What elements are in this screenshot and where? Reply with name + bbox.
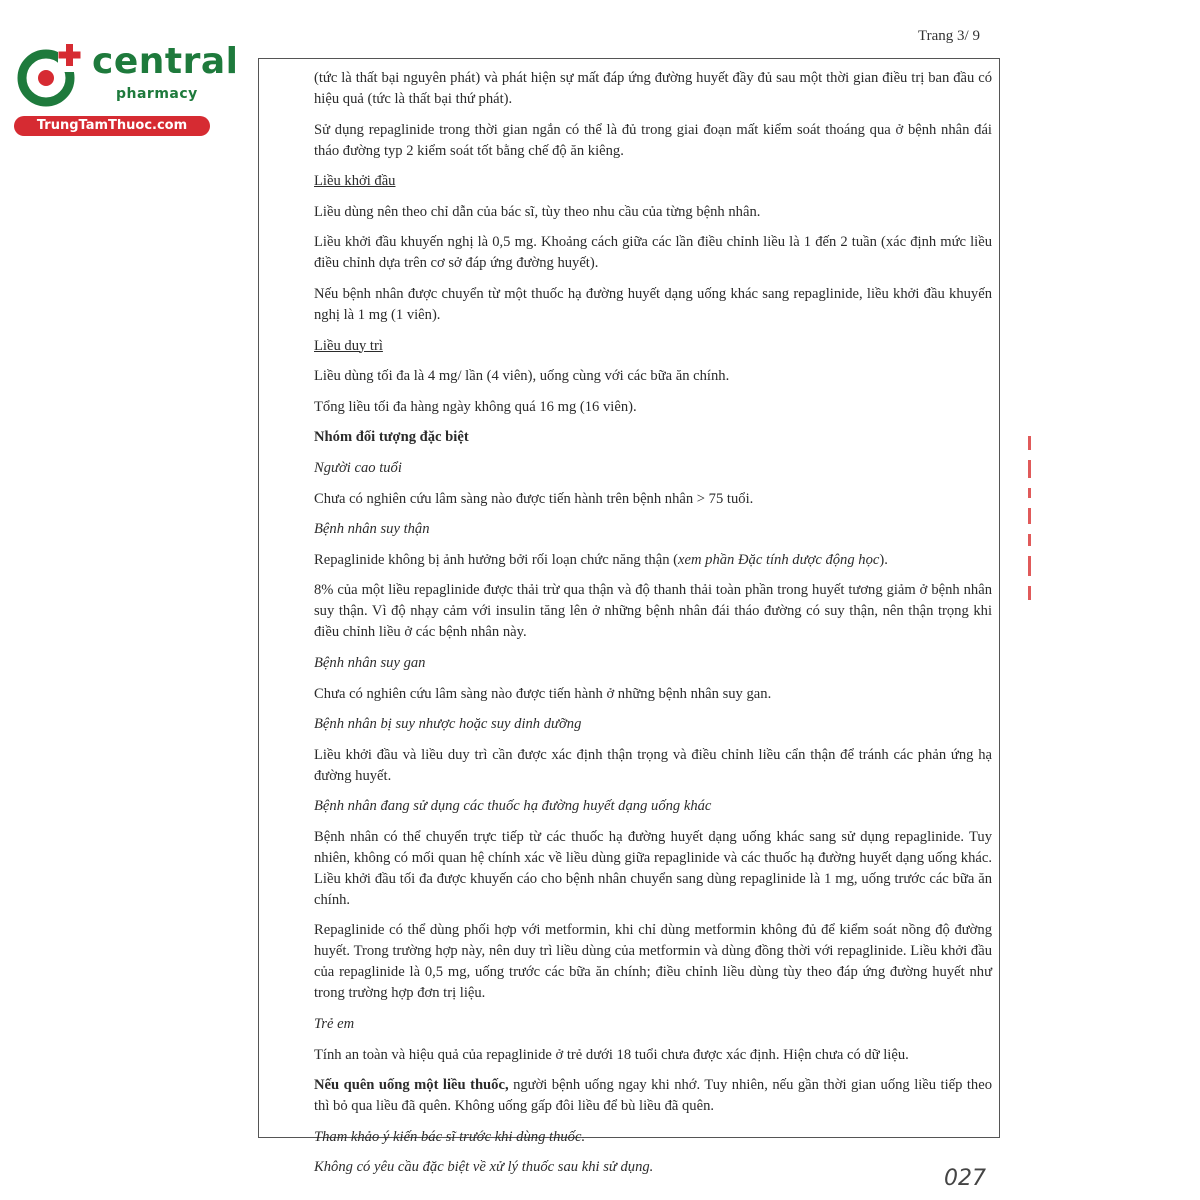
subsection-heading: Bệnh nhân suy thận bbox=[314, 521, 430, 538]
paragraph: Tính an toàn và hiệu quả của repaglinide ở trẻ dưới 18 tuổi chưa được xác định. Hiện chưa có dữ liệu. bbox=[314, 1046, 909, 1063]
paragraph: Liều dùng nên theo chỉ dẫn của bác sĩ, tùy theo nhu cầu của từng bệnh nhân. bbox=[314, 203, 761, 220]
paragraph: Liều khởi đầu khuyến nghị là 0,5 mg. Khoảng cách giữa các lần điều chỉnh liều là 1 đến 2 tuần (xác định mức liều điều chỉnh dựa trên cơ sở đáp ứng đường huyết). bbox=[314, 234, 992, 272]
text: Repaglinide không bị ảnh hưởng bởi rối loạn chức năng thận ( bbox=[314, 551, 678, 568]
margin-stamp-marks bbox=[1024, 436, 1034, 602]
paragraph: Liều dùng tối đa là 4 mg/ lần (4 viên), uống cùng với các bữa ăn chính. bbox=[314, 368, 730, 385]
page-number: Trang 3/ 9 bbox=[918, 28, 980, 44]
cross-reference: xem phần Đặc tính dược động học bbox=[678, 551, 880, 568]
paragraph: 8% của một liều repaglinide được thải trừ qua thận và độ thanh thải toàn phần trong huyết tương giảm ở bệnh nhân suy thận. Vì độ nhạy cảm với insulin tăng lên ở những bệnh nhân đái tháo đường có suy thận, nên thận trọng khi điều chỉnh liều ở các bệnh nhân này. bbox=[314, 582, 992, 641]
document-body bbox=[314, 68, 992, 1188]
paragraph: Bệnh nhân có thể chuyển trực tiếp từ các thuốc hạ đường huyết dạng uống khác sang sử dụng repaglinide. Tuy nhiên, không có mối quan hệ chính xác về liều dùng giữa repaglinide và các thuốc hạ đường huyết dạng uống khác. Liều khởi đầu tối đa được khuyến cáo cho bệnh nhân chuyển sang dùng repaglinide là 1 mg, uống trước các bữa ăn chính. bbox=[314, 828, 992, 908]
subsection-heading: Bệnh nhân đang sử dụng các thuốc hạ đường huyết dạng uống khác bbox=[314, 798, 712, 815]
brand-subtitle: pharmacy bbox=[116, 86, 198, 102]
subsection-heading: Bệnh nhân suy gan bbox=[314, 654, 426, 671]
paragraph: Chưa có nghiên cứu lâm sàng nào được tiến hành trên bệnh nhân > 75 tuổi. bbox=[314, 490, 754, 507]
bold-lead: Nếu quên uống một liều thuốc, bbox=[314, 1077, 509, 1094]
paragraph bbox=[314, 550, 992, 571]
pharmacy-cross-icon bbox=[14, 40, 84, 110]
subsection-heading: Bệnh nhân bị suy nhược hoặc suy dinh dưỡng bbox=[314, 716, 582, 733]
section-heading: Liều khởi đầu bbox=[314, 173, 396, 190]
paragraph: Nếu bệnh nhân được chuyển từ một thuốc hạ đường huyết dạng uống khác sang repaglinide, liều khởi đầu khuyến nghị là 1 mg (1 viên). bbox=[314, 285, 992, 323]
section-heading: Nhóm đối tượng đặc biệt bbox=[314, 429, 469, 446]
paragraph: Sử dụng repaglinide trong thời gian ngắn có thể là đủ trong giai đoạn mất kiểm soát thoáng qua ở bệnh nhân đái tháo đường typ 2 kiểm soát tốt bằng chế độ ăn kiêng. bbox=[314, 121, 992, 159]
section-heading: Liều duy trì bbox=[314, 337, 383, 354]
text: ). bbox=[879, 551, 888, 568]
text: người bệnh uống ngay khi nhớ. Tuy nhiên, nếu gần thời gian uống liều tiếp theo thì bỏ qua liều đã quên. Không uống gấp đôi liều để bù liều đã quên. bbox=[314, 1077, 992, 1115]
brand-name: central bbox=[92, 41, 239, 82]
subsection-heading: Người cao tuổi bbox=[314, 459, 402, 476]
handwritten-page-number: 027 bbox=[944, 1166, 986, 1191]
paragraph: Không có yêu cầu đặc biệt về xử lý thuốc sau khi sử dụng. bbox=[314, 1159, 654, 1176]
paragraph: Tổng liều tối đa hàng ngày không quá 16 mg (16 viên). bbox=[314, 398, 637, 415]
central-pharmacy-logo[interactable] bbox=[12, 36, 239, 136]
paragraph: Repaglinide có thể dùng phối hợp với metformin, khi chỉ dùng metformin không đủ để kiểm soát nồng độ đường huyết. Trong trường hợp này, nên duy trì liều dùng của metformin và dùng đồng thời với repaglinide. Liều khởi đầu của repaglinide là 0,5 mg, uống trước các bữa ăn chính; điều chỉnh liều dùng tùy theo đáp ứng đường huyết như trong trường hợp đơn trị liệu. bbox=[314, 922, 992, 1002]
subsection-heading: Trẻ em bbox=[314, 1016, 355, 1033]
paragraph bbox=[314, 1075, 992, 1117]
paragraph: (tức là thất bại nguyên phát) và phát hiện sự mất đáp ứng đường huyết đầy đủ sau một thời gian điều trị ban đầu có hiệu quả (tức là thất bại thứ phát). bbox=[314, 70, 992, 107]
paragraph: Liều khởi đầu và liều duy trì cần được xác định thận trọng và điều chỉnh liều cẩn thận để tránh các phản ứng hạ đường huyết. bbox=[314, 746, 992, 784]
paragraph: Tham khảo ý kiến bác sĩ trước khi dùng thuốc. bbox=[314, 1128, 586, 1145]
site-badge: TrungTamThuoc.com bbox=[14, 116, 210, 136]
paragraph: Chưa có nghiên cứu lâm sàng nào được tiến hành ở những bệnh nhân suy gan. bbox=[314, 685, 772, 702]
